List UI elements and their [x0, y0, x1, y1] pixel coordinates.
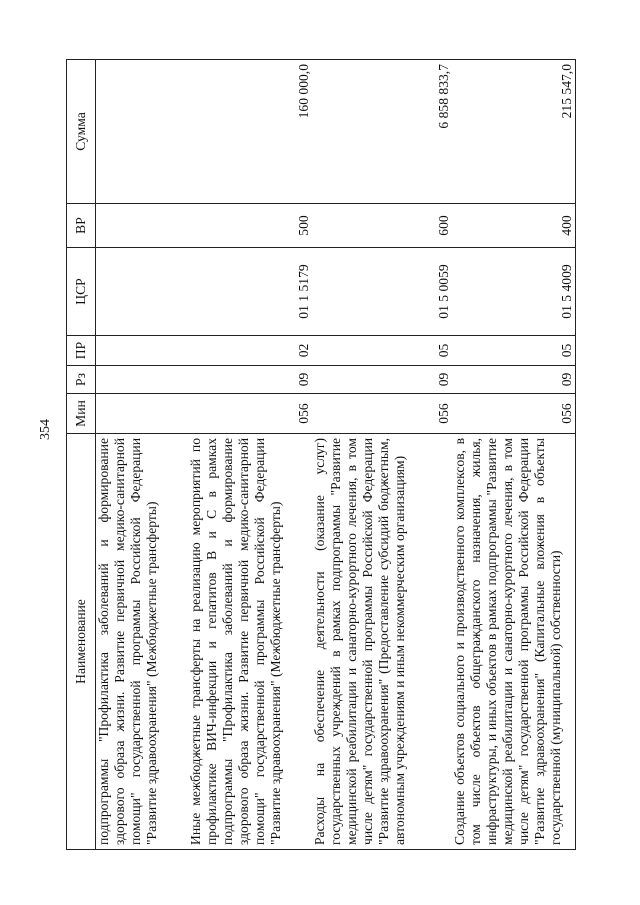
- table-row: [188, 60, 312, 850]
- table-row: [452, 60, 576, 850]
- row-csr: 01 1 5179: [188, 248, 312, 336]
- row-min: 056: [452, 394, 576, 434]
- row-sum: 215 547,0: [452, 60, 576, 204]
- rotated-page-content: [66, 60, 576, 850]
- table-row: [96, 60, 188, 850]
- row-rz: 09: [188, 366, 312, 394]
- row-rz: 09: [452, 366, 576, 394]
- header-vr: ВР: [67, 204, 96, 248]
- row-sum: 6 858 833,7: [312, 60, 452, 204]
- row-sum: 160 000,0: [188, 60, 312, 204]
- header-name: Наименование: [67, 434, 96, 850]
- row-pr: 05: [452, 336, 576, 366]
- row-csr: 01 5 0059: [312, 248, 452, 336]
- page-number: 354: [38, 419, 53, 440]
- row-vr: [96, 204, 188, 248]
- row-name: Расходы на обеспечение деятельности (оказание услуг) государственных учреждений в рамках подпрограммы "Развитие медицинской реабилитации и санаторно-курортного лечения, в том числе детям" государственной программы Российской Федерации "Развитие здравоохранения" (Предоставление субсидий бюджетным, автономным учреждениям и иным некоммерческим организациям): [312, 434, 452, 850]
- row-rz: 09: [312, 366, 452, 394]
- row-csr: 01 5 4009: [452, 248, 576, 336]
- row-vr: 600: [312, 204, 452, 248]
- row-min: 056: [312, 394, 452, 434]
- header-sum: Сумма: [67, 60, 96, 204]
- row-vr: 500: [188, 204, 312, 248]
- row-pr: 05: [312, 336, 452, 366]
- row-min: [96, 394, 188, 434]
- header-rz: Рз: [67, 366, 96, 394]
- row-pr: 02: [188, 336, 312, 366]
- row-min: 056: [188, 394, 312, 434]
- row-rz: [96, 366, 188, 394]
- row-csr: [96, 248, 188, 336]
- row-name: Иные межбюджетные трансферты на реализацию мероприятий по профилактике ВИЧ-инфекции и гепатитов В и С в рамках подпрограммы "Профилактика заболеваний и формирование здорового образа жизни. Развитие первичной медико-санитарной помощи" государственной программы Российской Федерации "Развитие здравоохранения" (Межбюджетные трансферты): [188, 434, 312, 850]
- row-sum: [96, 60, 188, 204]
- row-pr: [96, 336, 188, 366]
- table-header-row: [67, 60, 96, 850]
- row-name: Создание объектов социального и производственного комплексов, в том числе объектов общегражданского назначения, жилья, инфраструктуры, и иных объектов в рамках подпрограммы "Развитие медицинской реабилитации и санаторно-курортного лечения, в том числе детям" государственной программы Российской Федерации "Развитие здравоохранения" (Капитальные вложения в объекты государственной (муниципальной) собственности): [452, 434, 576, 850]
- header-csr: ЦСР: [67, 248, 96, 336]
- row-vr: 400: [452, 204, 576, 248]
- budget-table: [66, 59, 576, 850]
- header-min: Мин: [67, 394, 96, 434]
- table-row: [312, 60, 452, 850]
- header-pr: ПР: [67, 336, 96, 366]
- row-name: подпрограммы "Профилактика заболеваний и формирование здорового образа жизни. Развитие первичной медико-санитарной помощи" государственной программы Российской Федерации "Развитие здравоохранения" (Межбюджетные трансферты): [96, 434, 188, 850]
